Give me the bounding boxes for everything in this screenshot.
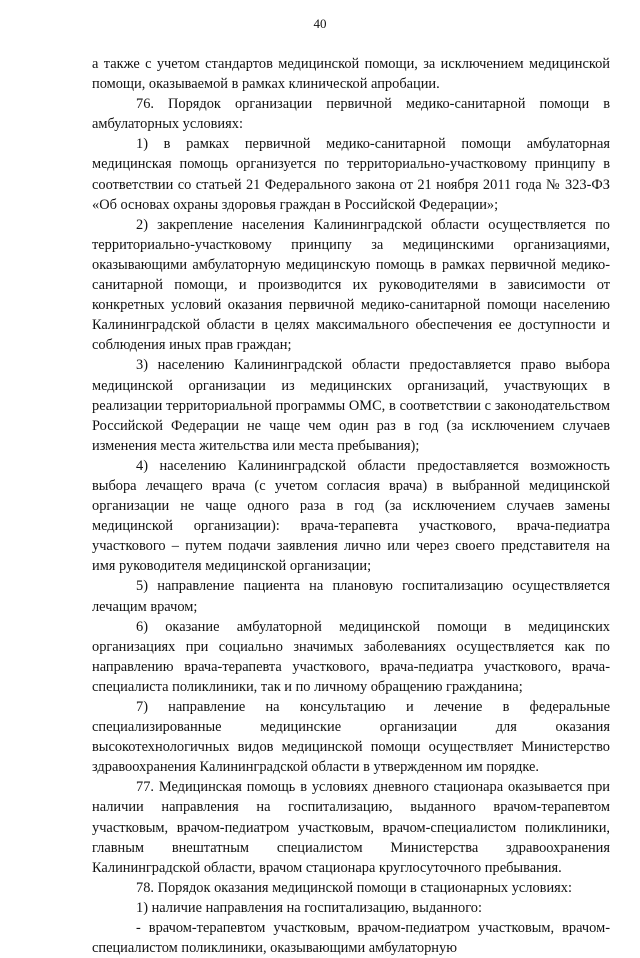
paragraph: 7) направление на консультацию и лечение в федеральные специализированные медицинские организации для оказания высокотехнологичных видов медицинской помощи осуществляет Министерство здравоохранения Калининградской области в утвержденном им порядке. bbox=[92, 699, 610, 776]
paragraph: 6) оказание амбулаторной медицинской помощи в медицинских организациях при социально значимых заболеваниях осуществляется как по направлению врача-терапевта участкового, врача-педиатра участкового, врача-специалиста поликлиники, так и по личному обращению гражданина; bbox=[92, 618, 610, 695]
paragraph: 5) направление пациента на плановую госпитализацию осуществляется лечащим врачом; bbox=[92, 578, 610, 615]
page-number: 40 bbox=[313, 16, 327, 31]
paragraph: 4) населению Калининградской области предоставляется возможность выбора лечащего врача (с учетом согласия врача) в выбранной медицинской организации не чаще одного раза в год (за исключением случаев замены медицинской организации): врача-терапевта участкового, врача-педиатра участкового – путем подачи заявления лично или через своего представителя на имя руководителя медицинской организации; bbox=[92, 457, 610, 575]
paragraph: 1) в рамках первичной медико-санитарной помощи амбулаторная медицинская помощь организуется по территориально-участковому принципу в соответствии со статьей 21 Федерального закона от 21 ноября 2011 года № 323-ФЗ «Об основах охраны здоровья граждан в Российской Федерации»; bbox=[92, 136, 610, 213]
paragraph: 2) закрепление населения Калининградской области осуществляется по территориально-участковому принципу за медицинскими организациями, оказывающими амбулаторную медицинскую помощь в рамках первичной медико-санитарной помощи, и производится их руководителями в зависимости от конкретных условий оказания первичной медико-санитарной помощи населению Калининградской области в целях максимального обеспечения ее доступности и соблюдения иных прав граждан; bbox=[92, 216, 610, 354]
paragraph: 77. Медицинская помощь в условиях дневного стационара оказывается при наличии направления на госпитализацию, выданного врачом-терапевтом участковым, врачом-педиатром участковым, врачом-специалистом поликлиники, главным внештатным специалистом Министерства здравоохранения Калининградской области, врачом стационара круглосуточного пребывания. bbox=[92, 779, 610, 876]
paragraph: 1) наличие направления на госпитализацию, выданного: bbox=[136, 899, 482, 916]
paragraph: а также с учетом стандартов медицинской помощи, за исключением медицинской помощи, оказываемой в рамках клинической апробации. bbox=[92, 56, 610, 93]
paragraph: 3) населению Калининградской области предоставляется право выбора медицинской организации из медицинских организаций, участвующих в реализации территориальной программы ОМС, в соответствии с законодательством Российской Федерации не чаще чем один раз в год (за исключением случаев изменения места жительства или места пребывания); bbox=[92, 357, 610, 454]
paragraph: 78. Порядок оказания медицинской помощи в стационарных условиях: bbox=[136, 879, 572, 896]
paragraph: 76. Порядок организации первичной медико-санитарной помощи в амбулаторных условиях: bbox=[92, 96, 610, 133]
paragraph: - врачом-терапевтом участковым, врачом-педиатром участковым, врачом-специалистом поликлиники, оказывающими амбулаторную bbox=[92, 920, 610, 957]
document-body bbox=[92, 54, 610, 958]
